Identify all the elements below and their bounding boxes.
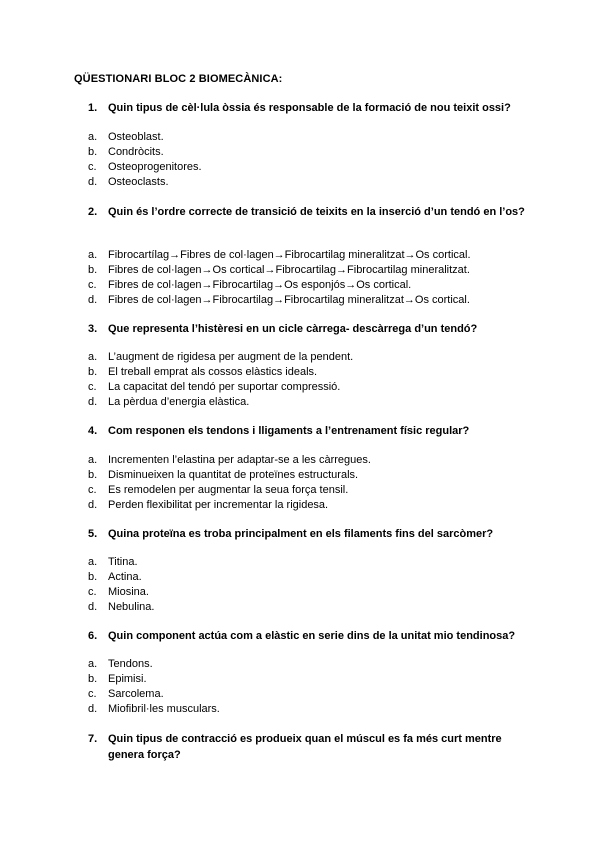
option-text: Osteoprogenitores. [108, 161, 202, 173]
option-d[interactable] [88, 600, 528, 615]
question-number: 2. [88, 206, 98, 218]
option-letter: d. [88, 294, 98, 306]
option-letter: a. [88, 249, 98, 261]
question-text: Quina proteïna es troba principalment en els filaments fins del sarcòmer? [108, 528, 494, 540]
question-1 [88, 100, 528, 116]
option-text: Fibres de col·lagen→Fibrocartilag→Fibrocartilag mineralitzat→Os cortical. [108, 294, 470, 306]
option-text: La pèrdua d’energia elàstica. [108, 396, 250, 408]
option-text: Fibres de col·lagen→Os cortical→Fibrocartilag→Fibrocartilag mineralitzat. [108, 264, 470, 276]
option-c[interactable] [88, 687, 528, 702]
question-text: Quin és l’ordre correcte de transició de teixits en la inserció d’un tendó en l’os? [108, 206, 525, 218]
question-number: 1. [88, 102, 98, 114]
option-letter: a. [88, 658, 98, 670]
option-letter: d. [88, 601, 98, 613]
option-text: Fibres de col·lagen→Fibrocartilag→Os esponjós→Os cortical. [108, 279, 412, 291]
option-text: Sarcolema. [108, 688, 164, 700]
option-d[interactable] [88, 293, 528, 308]
option-text: Osteoblast. [108, 131, 164, 143]
option-b[interactable] [88, 263, 528, 278]
option-a[interactable] [88, 555, 528, 570]
option-letter: c. [88, 484, 97, 496]
option-text: Osteoclasts. [108, 176, 169, 188]
option-d[interactable] [88, 395, 528, 410]
options-list-3 [88, 350, 528, 410]
option-letter: d. [88, 176, 98, 188]
option-letter: b. [88, 146, 98, 158]
option-b[interactable] [88, 365, 528, 380]
option-letter: d. [88, 703, 98, 715]
option-letter: c. [88, 161, 97, 173]
option-text: Nebulina. [108, 601, 155, 613]
question-text: Com responen els tendons i lligaments a l’entrenament físic regular? [108, 425, 470, 437]
options-list-5 [88, 555, 528, 615]
option-letter: a. [88, 556, 98, 568]
option-letter: b. [88, 571, 98, 583]
option-text: Actina. [108, 571, 142, 583]
option-text: Fibrocartílag→Fibres de col·lagen→Fibrocartilag mineralitzat→Os cortical. [108, 249, 471, 261]
question-text: Quin tipus de contracció es produeix quan el múscul es fa més curt mentre genera força? [108, 733, 502, 761]
option-letter: b. [88, 673, 98, 685]
option-d[interactable] [88, 175, 528, 190]
option-d[interactable] [88, 702, 528, 717]
option-a[interactable] [88, 130, 528, 145]
option-text: Es remodelen per augmentar la seua força tensil. [108, 484, 349, 496]
option-b[interactable] [88, 145, 528, 160]
option-letter: a. [88, 454, 98, 466]
option-text: Incrementen l’elastina per adaptar-se a les càrregues. [108, 454, 371, 466]
question-text: Quin component actúa com a elàstic en serie dins de la unitat mio tendinosa? [108, 630, 516, 642]
options-list-1 [88, 130, 528, 190]
option-c[interactable] [88, 483, 528, 498]
question-number: 7. [88, 733, 98, 745]
option-letter: a. [88, 131, 98, 143]
option-letter: d. [88, 396, 98, 408]
question-number: 4. [88, 425, 98, 437]
question-3 [88, 321, 528, 337]
options-list-6 [88, 657, 528, 717]
option-letter: b. [88, 264, 98, 276]
options-list-2 [88, 248, 528, 308]
option-text: Condròcits. [108, 146, 164, 158]
option-text: Epimisi. [108, 673, 147, 685]
option-c[interactable] [88, 278, 528, 293]
option-b[interactable] [88, 468, 528, 483]
option-text: Miosina. [108, 586, 149, 598]
option-text: El treball emprat als cossos elàstics ideals. [108, 366, 318, 378]
option-letter: c. [88, 586, 97, 598]
option-b[interactable] [88, 672, 528, 687]
option-letter: d. [88, 499, 98, 511]
question-2 [88, 204, 528, 220]
option-b[interactable] [88, 570, 528, 585]
option-text: Tendons. [108, 658, 153, 670]
question-6 [88, 628, 528, 644]
option-c[interactable] [88, 585, 528, 600]
option-text: L’augment de rigidesa per augment de la pendent. [108, 351, 354, 363]
option-c[interactable] [88, 380, 528, 395]
option-d[interactable] [88, 498, 528, 513]
option-text: Disminueixen la quantitat de proteïnes estructurals. [108, 469, 359, 481]
question-7 [88, 731, 528, 763]
question-number: 3. [88, 323, 98, 335]
option-letter: a. [88, 351, 98, 363]
question-4 [88, 423, 528, 439]
question-number: 5. [88, 528, 98, 540]
option-a[interactable] [88, 657, 528, 672]
option-letter: b. [88, 469, 98, 481]
question-5 [88, 526, 528, 542]
question-number: 6. [88, 630, 98, 642]
question-text: Que representa l’histèresi en un cicle càrrega- descàrrega d’un tendó? [108, 323, 478, 335]
option-c[interactable] [88, 160, 528, 175]
document-title: QÜESTIONARI BLOC 2 BIOMECÀNICA: [74, 73, 283, 85]
option-letter: c. [88, 279, 97, 291]
option-a[interactable] [88, 248, 528, 263]
option-a[interactable] [88, 453, 528, 468]
options-list-4 [88, 453, 528, 513]
option-text: Miofibril·les musculars. [108, 703, 220, 715]
question-text: Quin tipus de cèl·lula òssia és responsable de la formació de nou teixit ossi? [108, 102, 511, 114]
option-a[interactable] [88, 350, 528, 365]
option-letter: c. [88, 381, 97, 393]
option-letter: c. [88, 688, 97, 700]
option-text: Perden flexibilitat per incrementar la rigidesa. [108, 499, 329, 511]
option-letter: b. [88, 366, 98, 378]
option-text: La capacitat del tendó per suportar compressió. [108, 381, 341, 393]
option-text: Titina. [108, 556, 138, 568]
